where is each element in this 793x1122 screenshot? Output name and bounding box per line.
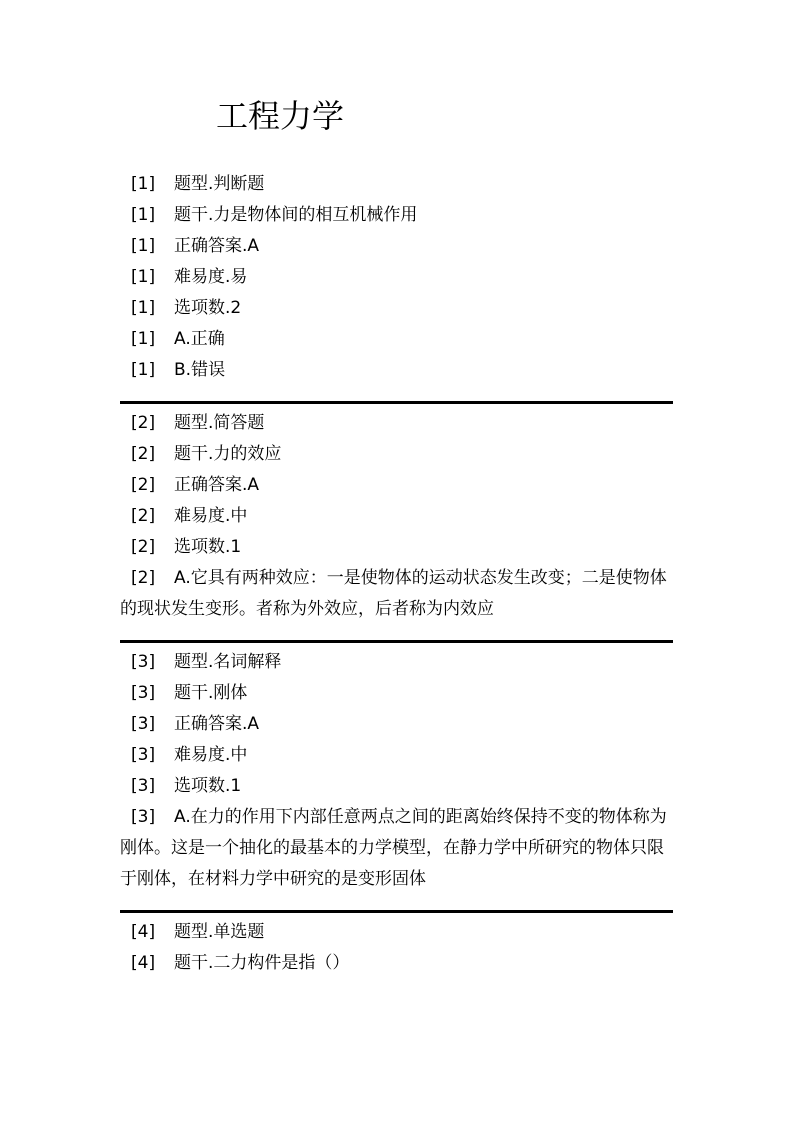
- question-number: [3]: [131, 683, 156, 703]
- question-divider: [120, 401, 673, 404]
- question-number: [2]: [131, 413, 156, 433]
- option-count-line: [120, 293, 673, 324]
- question-number: [3]: [131, 807, 156, 827]
- question-number: [2]: [131, 537, 156, 557]
- question-stem-line: [120, 678, 673, 709]
- question-divider: [120, 640, 673, 643]
- question-type-line: [120, 169, 673, 200]
- difficulty-line: [120, 501, 673, 532]
- page-title: 工程力学: [216, 97, 345, 135]
- question-number: [3]: [131, 745, 156, 765]
- question-number: [4]: [131, 922, 156, 942]
- question-number: [1]: [131, 329, 156, 349]
- question-type: 题型.单选题: [174, 922, 265, 942]
- question-2: [120, 401, 673, 625]
- question-stem: 题干.二力构件是指（）: [174, 953, 350, 973]
- option-b: B.错误: [174, 360, 226, 380]
- correct-answer: 正确答案.A: [174, 236, 260, 256]
- option-a-paragraph: [120, 563, 673, 625]
- question-number: [2]: [131, 475, 156, 495]
- question-number: [1]: [131, 298, 156, 318]
- question-number: [1]: [131, 267, 156, 287]
- question-number: [1]: [131, 205, 156, 225]
- option-count: 选项数.2: [174, 298, 242, 318]
- question-stem-line: [120, 200, 673, 231]
- question-divider: [120, 910, 673, 913]
- option-count: 选项数.1: [174, 537, 242, 557]
- correct-answer-line: [120, 231, 673, 262]
- difficulty: 难易度.中: [174, 506, 248, 526]
- question-number: [3]: [131, 652, 156, 672]
- question-number: [1]: [131, 360, 156, 380]
- question-number: [2]: [131, 568, 156, 588]
- option-count-line: [120, 532, 673, 563]
- question-type: 题型.判断题: [174, 174, 265, 194]
- question-number: [1]: [131, 236, 156, 256]
- question-type: 题型.简答题: [174, 413, 265, 433]
- question-stem: 题干.力是物体间的相互机械作用: [174, 205, 418, 225]
- question-number: [2]: [131, 444, 156, 464]
- question-3: [120, 640, 673, 895]
- option-a-text: A.在力的作用下内部任意两点之间的距离始终保持不变的物体称为刚体。这是一个抽化的最基本的力学模型，在静力学中所研究的物体只限于刚体，在材料力学中研究的是变形固体: [120, 807, 667, 889]
- question-number: [3]: [131, 714, 156, 734]
- option-a-text: A.它具有两种效应：一是使物体的运动状态发生改变；二是使物体的现状发生变形。者称为外效应，后者称为内效应: [120, 568, 667, 619]
- correct-answer: 正确答案.A: [174, 475, 260, 495]
- question-type-line: [120, 408, 673, 439]
- difficulty-line: [120, 740, 673, 771]
- option-count: 选项数.1: [174, 776, 242, 796]
- question-number: [2]: [131, 506, 156, 526]
- question-stem-line: [120, 948, 673, 979]
- difficulty: 难易度.中: [174, 745, 248, 765]
- option-count-line: [120, 771, 673, 802]
- difficulty: 难易度.易: [174, 267, 248, 287]
- question-number: [1]: [131, 174, 156, 194]
- correct-answer-line: [120, 709, 673, 740]
- question-stem-line: [120, 439, 673, 470]
- option-a-line: [120, 324, 673, 355]
- option-a-paragraph: [120, 802, 673, 895]
- difficulty-line: [120, 262, 673, 293]
- option-a: A.正确: [174, 329, 225, 349]
- question-number: [4]: [131, 953, 156, 973]
- question-number: [3]: [131, 776, 156, 796]
- question-stem: 题干.力的效应: [174, 444, 282, 464]
- correct-answer-line: [120, 470, 673, 501]
- question-list: [120, 169, 673, 979]
- option-b-line: [120, 355, 673, 386]
- question-type: 题型.名词解释: [174, 652, 282, 672]
- question-stem: 题干.刚体: [174, 683, 248, 703]
- question-4: [120, 910, 673, 979]
- question-type-line: [120, 647, 673, 678]
- question-1: [120, 169, 673, 386]
- question-type-line: [120, 917, 673, 948]
- correct-answer: 正确答案.A: [174, 714, 260, 734]
